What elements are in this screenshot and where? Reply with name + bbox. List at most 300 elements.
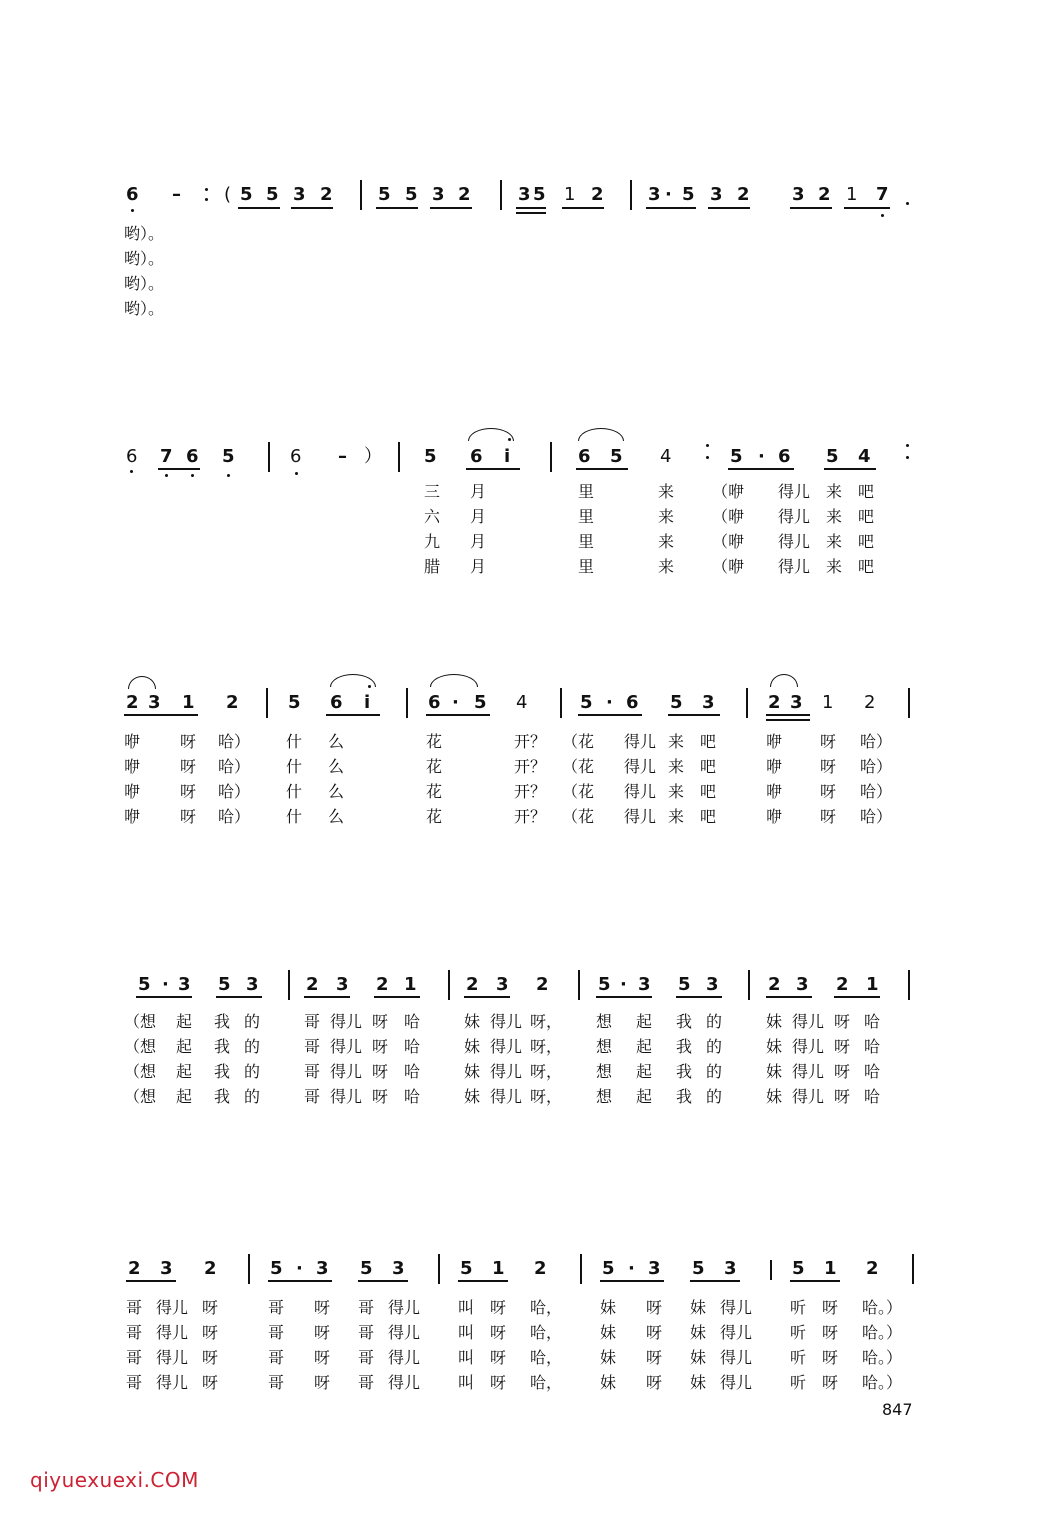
lyric: 我 — [676, 1062, 693, 1081]
note: 5 — [610, 446, 623, 467]
lyric: 吧 — [858, 507, 875, 526]
beam — [291, 207, 333, 209]
lyric: （想 — [124, 1037, 157, 1056]
lyric: 妹 — [690, 1348, 707, 1367]
lyric: 呀 — [202, 1298, 219, 1317]
note: 2 — [376, 974, 389, 995]
lyric: 呀 — [834, 1037, 851, 1056]
lyric: 呀 — [646, 1298, 663, 1317]
lyric: 呀 — [822, 1323, 839, 1342]
barline — [746, 688, 748, 718]
note: 1 — [182, 692, 195, 713]
lyric: 来 — [668, 807, 685, 826]
lyric: 的 — [244, 1012, 261, 1031]
lyric: 哥 — [268, 1298, 285, 1317]
note: 3 — [160, 1258, 173, 1279]
lyric: 呀 — [314, 1373, 331, 1392]
lyric: 来 — [668, 757, 685, 776]
beam — [376, 207, 418, 209]
note: 3 — [178, 974, 191, 995]
note: 1 — [492, 1258, 505, 1279]
lyric: 想 — [596, 1012, 613, 1031]
low-octave-dot — [130, 470, 133, 473]
lyric: 的 — [706, 1087, 723, 1106]
lyric: 呀， — [530, 1087, 563, 1106]
lyric: 来 — [668, 732, 685, 751]
note: 1 — [404, 974, 417, 995]
lyric: 花 — [426, 732, 443, 751]
note: 2 — [458, 184, 471, 205]
lyric: 九 — [424, 532, 441, 551]
note: 3 — [638, 974, 651, 995]
lyric: 起 — [176, 1012, 193, 1031]
beam — [576, 468, 628, 470]
lyric: 呀 — [820, 807, 837, 826]
lyric: 得儿 — [156, 1323, 189, 1342]
lyric: 得儿 — [624, 782, 657, 801]
note: 3 — [246, 974, 259, 995]
slur — [128, 676, 156, 689]
lyric: 什 — [286, 757, 303, 776]
slur — [430, 674, 478, 687]
lyric: 哈） — [218, 807, 251, 826]
barline — [908, 688, 910, 718]
beam — [430, 207, 472, 209]
lyric: 听 — [790, 1298, 807, 1317]
barline — [560, 688, 562, 718]
lyric: （想 — [124, 1062, 157, 1081]
lyric: 呀 — [180, 732, 197, 751]
note: 3 — [392, 1258, 405, 1279]
note: 7 — [160, 446, 173, 467]
dot-rhythm: · — [452, 692, 459, 713]
paren-close: ） — [364, 446, 382, 467]
page-number: 847 — [882, 1400, 913, 1419]
lyric: 里 — [578, 482, 595, 501]
lyric: 听 — [790, 1373, 807, 1392]
lyric: 呀 — [202, 1323, 219, 1342]
lyric: 咿 — [124, 732, 141, 751]
beam — [824, 468, 876, 470]
note: 2 — [836, 974, 849, 995]
lyric: （花 — [562, 807, 595, 826]
lyric: 呀 — [822, 1348, 839, 1367]
note: 5 — [692, 1258, 705, 1279]
lyric: 开？ — [514, 757, 547, 776]
lyric: 哈， — [530, 1298, 563, 1317]
lyric: 得儿 — [720, 1298, 753, 1317]
lyric: 得儿 — [156, 1373, 189, 1392]
low-octave-dot — [881, 214, 884, 217]
lyric: 得儿 — [388, 1373, 421, 1392]
beam — [216, 996, 262, 998]
note: 2 — [128, 1258, 141, 1279]
note: 5 — [730, 446, 743, 467]
lyric: 哥 — [304, 1037, 321, 1056]
note: 5 — [138, 974, 151, 995]
lyric: （花 — [562, 732, 595, 751]
lyric: 呀 — [490, 1373, 507, 1392]
note: 5 — [682, 184, 695, 205]
lyric: 哥 — [304, 1087, 321, 1106]
lyric: 哥 — [126, 1323, 143, 1342]
lyric: 呀 — [372, 1037, 389, 1056]
lyric: 我 — [676, 1087, 693, 1106]
note: 3 — [316, 1258, 329, 1279]
lyric: 得儿 — [624, 757, 657, 776]
lyric: 叫 — [458, 1323, 475, 1342]
lyric: 哈。） — [862, 1373, 903, 1392]
lyric: 得儿 — [388, 1348, 421, 1367]
lyric: （咿 — [712, 507, 745, 526]
lyric: 哈。） — [862, 1323, 903, 1342]
beam — [766, 996, 812, 998]
lyric: 什 — [286, 782, 303, 801]
lyric: 哥 — [304, 1012, 321, 1031]
lyric-line: 哟）。 — [124, 249, 165, 268]
lyric: 得儿 — [330, 1012, 363, 1031]
lyric: 六 — [424, 507, 441, 526]
lyric: 妹 — [464, 1087, 481, 1106]
beam — [690, 1280, 740, 1282]
note: 2 — [226, 692, 239, 713]
barline — [398, 442, 400, 472]
lyric: 妹 — [766, 1087, 783, 1106]
beam — [124, 714, 198, 716]
lyric: 月 — [470, 532, 487, 551]
barline — [748, 970, 750, 1000]
lyric: 呀 — [490, 1348, 507, 1367]
lyric: 得儿 — [778, 482, 811, 501]
lyric: 花 — [426, 757, 443, 776]
beam — [358, 1280, 408, 1282]
lyric: 得儿 — [778, 557, 811, 576]
lyric: 起 — [636, 1062, 653, 1081]
lyric: 得儿 — [388, 1298, 421, 1317]
lyric: 呀 — [372, 1087, 389, 1106]
lyric: 里 — [578, 532, 595, 551]
dot-rhythm: · — [606, 692, 613, 713]
lyric: 起 — [636, 1087, 653, 1106]
lyric: 呀 — [822, 1298, 839, 1317]
lyric: 哈 — [864, 1012, 881, 1031]
lyric: 得儿 — [778, 532, 811, 551]
beam — [790, 207, 832, 209]
lyric: 我 — [214, 1012, 231, 1031]
beam — [708, 207, 750, 209]
lyric: 得儿 — [490, 1037, 523, 1056]
lyric: （咿 — [712, 482, 745, 501]
note: 5 — [474, 692, 487, 713]
beam — [466, 468, 520, 470]
lyric: 来 — [658, 507, 675, 526]
lyric: 开？ — [514, 732, 547, 751]
dash: – — [338, 446, 347, 467]
lyric: 哈） — [218, 782, 251, 801]
lyric: 听 — [790, 1348, 807, 1367]
lyric: 得儿 — [624, 807, 657, 826]
lyric: 哈） — [218, 732, 251, 751]
note: 2 — [768, 692, 781, 713]
repeat-dot — [706, 456, 709, 459]
lyric: 呀 — [646, 1323, 663, 1342]
lyric: 的 — [244, 1062, 261, 1081]
lyric: 开？ — [514, 807, 547, 826]
lyric: 哈 — [404, 1062, 421, 1081]
high-octave-dot — [508, 438, 511, 441]
note: 2 — [534, 1258, 547, 1279]
lyric: 得儿 — [330, 1087, 363, 1106]
lyric: 妹 — [766, 1012, 783, 1031]
lyric: 起 — [176, 1062, 193, 1081]
dot-rhythm: · — [665, 184, 672, 205]
beam — [728, 468, 794, 470]
barline — [580, 1254, 582, 1284]
beam — [668, 714, 720, 716]
beam — [516, 207, 546, 209]
lyric: 哈。） — [862, 1348, 903, 1367]
beam — [676, 996, 722, 998]
lyric: 来 — [826, 532, 843, 551]
lyric: 三 — [424, 482, 441, 501]
lyric: 什 — [286, 732, 303, 751]
note: 1 — [824, 1258, 837, 1279]
lyric: 起 — [176, 1087, 193, 1106]
lyric: 哈 — [864, 1062, 881, 1081]
beam — [136, 996, 192, 998]
paren-open: ( — [224, 184, 232, 205]
lyric: 起 — [636, 1037, 653, 1056]
note: 6 — [470, 446, 483, 467]
lyric: 哈） — [860, 757, 893, 776]
note: 3 — [432, 184, 445, 205]
lyric: 哈） — [218, 757, 251, 776]
note: 5 — [670, 692, 683, 713]
lyric: 的 — [244, 1087, 261, 1106]
lyric: 么 — [328, 782, 345, 801]
dot-rhythm: · — [296, 1258, 303, 1279]
barline — [578, 970, 580, 1000]
beam — [596, 996, 652, 998]
note: 2 — [466, 974, 479, 995]
beam — [834, 996, 880, 998]
lyric: 花 — [426, 782, 443, 801]
lyric: 呀 — [314, 1348, 331, 1367]
lyric: 哥 — [268, 1323, 285, 1342]
lyric: 得儿 — [778, 507, 811, 526]
note: 3 — [796, 974, 809, 995]
slur — [770, 674, 798, 687]
lyric: 的 — [244, 1037, 261, 1056]
lyric: （想 — [124, 1012, 157, 1031]
note: 6 — [186, 446, 199, 467]
lyric: 里 — [578, 507, 595, 526]
lyric: 哈， — [530, 1323, 563, 1342]
lyric: 呀 — [820, 782, 837, 801]
lyric: 我 — [214, 1062, 231, 1081]
lyric: 哥 — [268, 1348, 285, 1367]
lyric: 月 — [470, 557, 487, 576]
note: 3 — [706, 974, 719, 995]
slur — [578, 428, 624, 441]
lyric: 吧 — [700, 807, 717, 826]
lyric: 得儿 — [792, 1012, 825, 1031]
lyric: 哥 — [358, 1348, 375, 1367]
beam — [126, 1280, 176, 1282]
lyric: 花 — [426, 807, 443, 826]
lyric: 哥 — [304, 1062, 321, 1081]
lyric: 哥 — [358, 1323, 375, 1342]
lyric: 呀 — [202, 1373, 219, 1392]
lyric: 咿 — [766, 782, 783, 801]
lyric: 呀 — [820, 757, 837, 776]
note: 3 — [702, 692, 715, 713]
note: 2 — [536, 974, 549, 995]
beam — [844, 207, 890, 209]
lyric: 么 — [328, 757, 345, 776]
note: 5 — [678, 974, 691, 995]
lyric: 呀 — [490, 1323, 507, 1342]
lyric: 么 — [328, 807, 345, 826]
note: 6 — [290, 446, 302, 467]
lyric: 咿 — [124, 757, 141, 776]
beam — [304, 996, 350, 998]
note: 3 — [496, 974, 509, 995]
note: 5 — [424, 446, 437, 467]
lyric: 吧 — [858, 557, 875, 576]
note: 4 — [660, 446, 672, 467]
lyric: 起 — [176, 1037, 193, 1056]
note: 5 — [792, 1258, 805, 1279]
note: 1 — [822, 692, 834, 713]
lyric: 呀 — [834, 1062, 851, 1081]
lyric: 的 — [706, 1037, 723, 1056]
lyric: 来 — [658, 482, 675, 501]
beam — [326, 714, 380, 716]
note: 5 — [580, 692, 593, 713]
lyric: 哈） — [860, 782, 893, 801]
beam — [766, 719, 810, 721]
note: 5 — [460, 1258, 473, 1279]
note: 2 — [306, 974, 319, 995]
dot-rhythm: · — [628, 1258, 635, 1279]
dot-rhythm: · — [620, 974, 627, 995]
lyric: 的 — [706, 1012, 723, 1031]
beam — [600, 1280, 664, 1282]
lyric: 吧 — [700, 782, 717, 801]
lyric: 呀 — [820, 732, 837, 751]
lyric: 呀 — [372, 1062, 389, 1081]
lyric: 哥 — [126, 1298, 143, 1317]
lyric: 呀 — [646, 1373, 663, 1392]
note: 3 — [148, 692, 161, 713]
low-octave-dot — [165, 474, 168, 477]
lyric: 么 — [328, 732, 345, 751]
lyric: 妹 — [600, 1298, 617, 1317]
note: 5 — [378, 184, 391, 205]
lyric: 想 — [596, 1087, 613, 1106]
beam — [562, 207, 604, 209]
lyric: 起 — [636, 1012, 653, 1031]
barline — [770, 1260, 772, 1280]
barline — [406, 688, 408, 718]
note: 7 — [876, 184, 889, 205]
lyric: 来 — [826, 482, 843, 501]
note: 2 — [591, 184, 604, 205]
note: 2 — [320, 184, 333, 205]
lyric: 来 — [668, 782, 685, 801]
lyric: 我 — [676, 1037, 693, 1056]
note: 2 — [866, 1258, 879, 1279]
lyric: 开？ — [514, 782, 547, 801]
lyric: 呀 — [180, 782, 197, 801]
note: 6 — [578, 446, 591, 467]
lyric: 咿 — [766, 757, 783, 776]
lyric: 妹 — [690, 1373, 707, 1392]
lyric: 腊 — [424, 557, 441, 576]
repeat-dot — [706, 444, 709, 447]
lyric: 我 — [214, 1037, 231, 1056]
note: 1 — [564, 184, 576, 205]
lyric: 的 — [706, 1062, 723, 1081]
lyric: 得儿 — [330, 1037, 363, 1056]
lyric: 呀 — [202, 1348, 219, 1367]
lyric: 妹 — [766, 1062, 783, 1081]
lyric: 叫 — [458, 1373, 475, 1392]
lyric: （想 — [124, 1087, 157, 1106]
lyric: 月 — [470, 482, 487, 501]
note: 1 — [846, 184, 858, 205]
lyric: 妹 — [464, 1012, 481, 1031]
lyric: 想 — [596, 1037, 613, 1056]
lyric: 呀 — [372, 1012, 389, 1031]
lyric: 月 — [470, 507, 487, 526]
lyric: 哈， — [530, 1348, 563, 1367]
lyric: 妹 — [464, 1062, 481, 1081]
beam — [238, 207, 280, 209]
lyric: 叫 — [458, 1298, 475, 1317]
watermark: qiyuexuexi.COM — [30, 1468, 199, 1492]
note: 3 — [336, 974, 349, 995]
lyric: 吧 — [700, 732, 717, 751]
low-octave-dot — [131, 209, 134, 212]
lyric: 得儿 — [720, 1323, 753, 1342]
lyric: 哈） — [860, 807, 893, 826]
lyric: 呀 — [834, 1087, 851, 1106]
note: 2 — [126, 692, 139, 713]
note: 5 — [222, 446, 235, 467]
lyric: 得儿 — [490, 1062, 523, 1081]
low-octave-dot — [191, 474, 194, 477]
lyric: 哈 — [864, 1087, 881, 1106]
beam — [516, 212, 546, 214]
note: 5 — [405, 184, 418, 205]
lyric: 呀 — [180, 807, 197, 826]
lyric: 得儿 — [792, 1087, 825, 1106]
lyric: 呀 — [490, 1298, 507, 1317]
barline — [266, 688, 268, 718]
note: 2 — [737, 184, 750, 205]
barline — [248, 1254, 250, 1284]
note: 5 — [598, 974, 611, 995]
barline — [908, 970, 910, 1000]
note: 2 — [818, 184, 831, 205]
beam — [578, 714, 642, 716]
note: 6 — [428, 692, 441, 713]
barline — [912, 1254, 914, 1284]
repeat-dot — [906, 444, 909, 447]
lyric: 呀， — [530, 1062, 563, 1081]
